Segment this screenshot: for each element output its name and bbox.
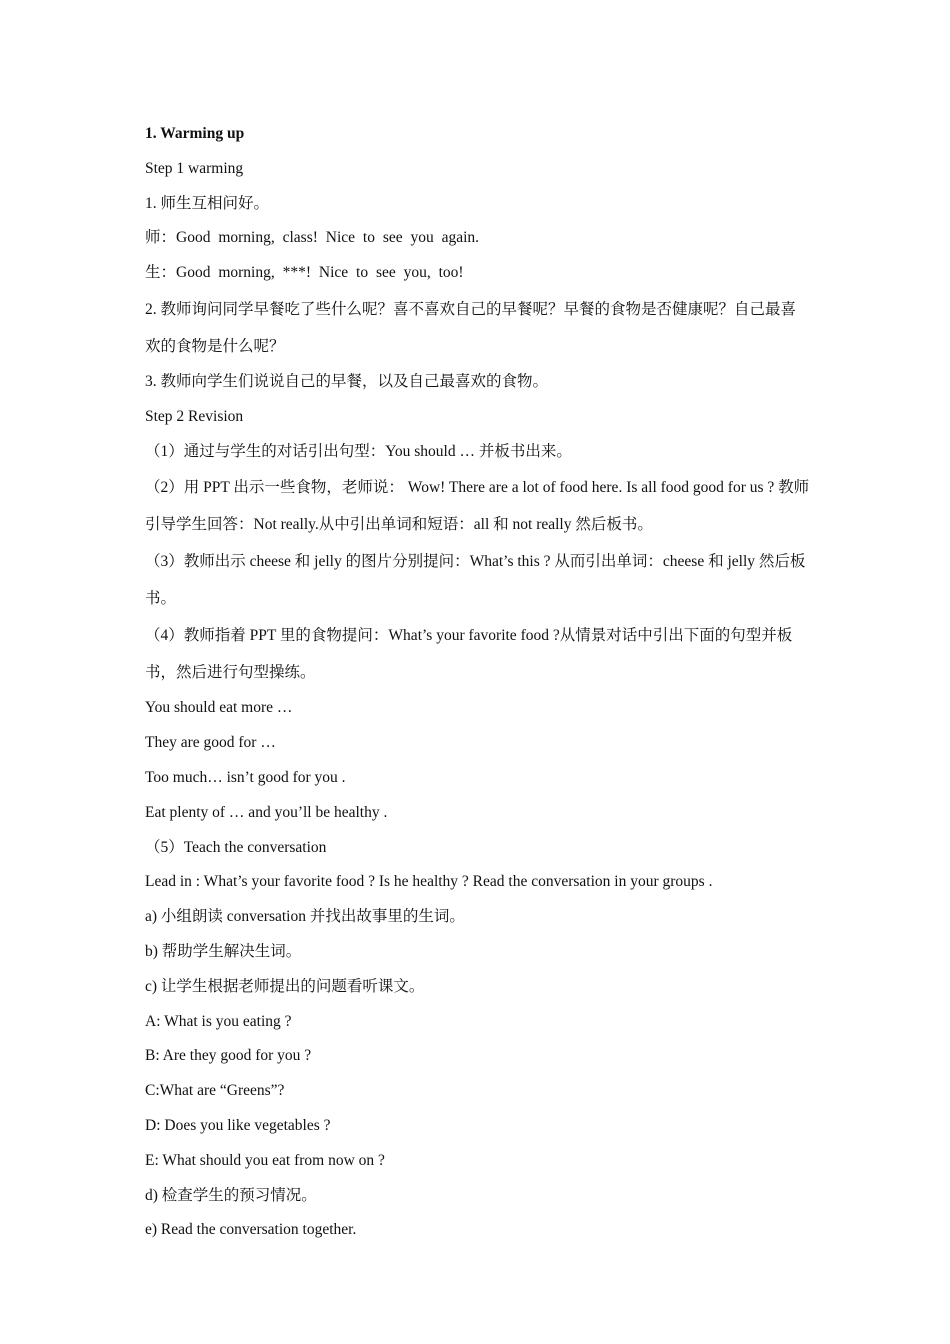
- teacher-line: 师：Good morning, class! Nice to see you again.: [145, 229, 480, 247]
- document-body: [145, 117, 810, 1248]
- sentence-pattern-4: Eat plenty of … and you’ll be healthy .: [145, 803, 388, 821]
- question-e: E: What should you eat from now on ?: [145, 1151, 385, 1169]
- sentence-pattern-3: Too much… isn’t good for you .: [145, 768, 346, 786]
- paragraph-teacher-breakfast: 3. 教师向学生们说说自己的早餐，以及自己最喜欢的食物。: [145, 372, 549, 390]
- revision-item-2: （2）用 PPT 出示一些食物，老师说： Wow! There are a lot of food here. Is all food good for us ? 教师引导学生回答：Not really.从中引出单词和短语：all 和 not really 然后板书。: [145, 479, 810, 534]
- paragraph-breakfast-question: 2. 教师询问同学早餐吃了些什么呢？喜不喜欢自己的早餐呢？早餐的食物是否健康呢？自己最喜欢的食物是什么呢？: [145, 300, 797, 355]
- task-a: a) 小组朗读 conversation 并找出故事里的生词。: [145, 908, 465, 926]
- step-2-title: Step 2 Revision: [145, 407, 244, 425]
- question-d: D: Does you like vegetables ?: [145, 1116, 331, 1134]
- task-b: b) 帮助学生解决生词。: [145, 942, 302, 960]
- lead-in-line: Lead in : What’s your favorite food ? Is he healthy ? Read the conversation in your groups .: [145, 873, 713, 891]
- revision-item-5: （5）Teach the conversation: [145, 838, 327, 856]
- task-e: e) Read the conversation together.: [145, 1221, 357, 1239]
- revision-item-4: （4）教师指着 PPT 里的食物提问：What’s your favorite food ?从情景对话中引出下面的句型并板书，然后进行句型操练。: [145, 627, 793, 682]
- question-c: C:What are “Greens”?: [145, 1082, 285, 1100]
- revision-item-3: （3）教师出示 cheese 和 jelly 的图片分别提问：What’s this ? 从而引出单词：cheese 和 jelly 然后板书。: [145, 553, 806, 608]
- revision-item-1: （1）通过与学生的对话引出句型：You should … 并板书出来。: [145, 442, 572, 460]
- task-d: d) 检查学生的预习情况。: [145, 1186, 317, 1204]
- question-a: A: What is you eating ?: [145, 1012, 292, 1030]
- sentence-pattern-2: They are good for …: [145, 734, 276, 752]
- task-c: c) 让学生根据老师提出的问题看听课文。: [145, 977, 425, 995]
- section-heading: 1. Warming up: [145, 125, 245, 142]
- sentence-pattern-1: You should eat more …: [145, 699, 293, 717]
- question-b: B: Are they good for you ?: [145, 1047, 312, 1065]
- step-1-title: Step 1 warming: [145, 159, 244, 177]
- student-line: 生：Good morning, ***! Nice to see you, too!: [145, 264, 464, 282]
- paragraph-greeting: 1. 师生互相问好。: [145, 194, 270, 212]
